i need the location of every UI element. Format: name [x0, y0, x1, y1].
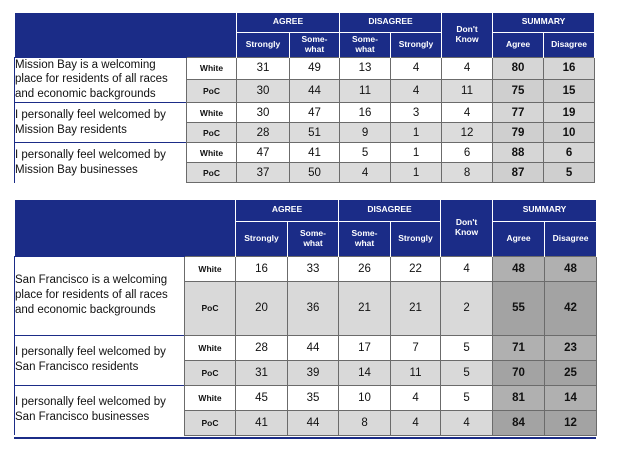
- value-cell: 26: [339, 256, 391, 281]
- value-cell: 1: [391, 123, 442, 143]
- header-blank: [15, 200, 236, 256]
- header-summary-disagree: Disagree: [544, 32, 595, 57]
- summary-disagree-cell: 25: [545, 360, 597, 385]
- value-cell: 31: [236, 360, 288, 385]
- value-cell: 13: [340, 57, 391, 80]
- summary-disagree-cell: 5: [544, 163, 595, 183]
- summary-disagree-cell: 19: [544, 103, 595, 123]
- value-cell: 44: [288, 335, 339, 360]
- summary-agree-cell: 84: [493, 410, 545, 435]
- value-cell: 51: [290, 123, 340, 143]
- value-cell: 11: [442, 80, 493, 103]
- summary-agree-cell: 75: [493, 80, 544, 103]
- table-row: [15, 57, 595, 80]
- group-label: PoC: [185, 360, 236, 385]
- value-cell: 2: [441, 281, 493, 335]
- value-cell: 12: [442, 123, 493, 143]
- summary-agree-cell: 48: [493, 256, 545, 281]
- value-cell: 22: [391, 256, 441, 281]
- header-dont-know: [442, 13, 493, 57]
- summary-disagree-cell: 6: [544, 143, 595, 163]
- header-dont-know: [441, 200, 493, 256]
- value-cell: 9: [340, 123, 391, 143]
- value-cell: 44: [290, 80, 340, 103]
- value-cell: 4: [442, 57, 493, 80]
- summary-disagree-cell: 42: [545, 281, 597, 335]
- group-label: White: [185, 256, 236, 281]
- value-cell: 47: [237, 143, 290, 163]
- summary-disagree-cell: 23: [545, 335, 597, 360]
- summary-agree-cell: 80: [493, 57, 544, 80]
- group-label: PoC: [187, 123, 237, 143]
- value-cell: 28: [237, 123, 290, 143]
- value-cell: 11: [391, 360, 441, 385]
- value-cell: 28: [236, 335, 288, 360]
- value-cell: 5: [340, 143, 391, 163]
- group-label: White: [185, 335, 236, 360]
- value-cell: 4: [391, 80, 442, 103]
- value-cell: 35: [288, 385, 339, 410]
- value-cell: 1: [391, 143, 442, 163]
- group-label: White: [185, 385, 236, 410]
- summary-disagree-cell: 12: [545, 410, 597, 435]
- header-agree: AGREE: [236, 200, 339, 221]
- summary-agree-cell: 88: [493, 143, 544, 163]
- value-cell: 20: [236, 281, 288, 335]
- header-somewhat-disagree: [340, 32, 391, 57]
- value-cell: 5: [441, 385, 493, 410]
- header-strongly-agree: Strongly: [236, 221, 288, 256]
- header-dont-know-label: Don't Know: [455, 23, 479, 44]
- value-cell: 3: [391, 103, 442, 123]
- header-summary: SUMMARY: [493, 13, 595, 32]
- value-cell: 10: [339, 385, 391, 410]
- value-cell: 5: [441, 335, 493, 360]
- header-strongly-agree: Strongly: [237, 32, 290, 57]
- header-disagree: DISAGREE: [339, 200, 441, 221]
- summary-disagree-cell: 14: [545, 385, 597, 410]
- value-cell: 31: [237, 57, 290, 80]
- question-text: Mission Bay is a welcoming place for residents of all races and economic backgrounds: [15, 57, 187, 103]
- bottom-rule: [14, 437, 596, 439]
- table-row: [15, 385, 597, 410]
- value-cell: 11: [340, 80, 391, 103]
- value-cell: 4: [441, 410, 493, 435]
- header-summary: SUMMARY: [493, 200, 597, 221]
- value-cell: 4: [391, 410, 441, 435]
- summary-agree-cell: 87: [493, 163, 544, 183]
- san-francisco-table: [14, 200, 597, 436]
- mission-bay-table: [14, 13, 595, 183]
- value-cell: 4: [391, 385, 441, 410]
- summary-agree-cell: 70: [493, 360, 545, 385]
- value-cell: 37: [237, 163, 290, 183]
- value-cell: 8: [442, 163, 493, 183]
- header-summary-agree: Agree: [493, 221, 545, 256]
- group-label: White: [187, 143, 237, 163]
- header-somewhat-agree-label: Some-what: [301, 33, 328, 54]
- header-somewhat-agree: [290, 32, 340, 57]
- header-somewhat-agree: [288, 221, 339, 256]
- header-somewhat-disagree: [339, 221, 391, 256]
- value-cell: 1: [391, 163, 442, 183]
- table-row: [15, 256, 597, 281]
- header-summary-disagree: Disagree: [545, 221, 597, 256]
- header-somewhat-disagree-label: Some-what: [352, 33, 378, 54]
- value-cell: 41: [236, 410, 288, 435]
- value-cell: 49: [290, 57, 340, 80]
- table-row: [15, 143, 595, 163]
- summary-agree-cell: 81: [493, 385, 545, 410]
- header-somewhat-agree-label: Some-what: [300, 227, 326, 248]
- value-cell: 6: [442, 143, 493, 163]
- group-label: PoC: [185, 410, 236, 435]
- value-cell: 4: [340, 163, 391, 183]
- value-cell: 4: [442, 103, 493, 123]
- group-label: PoC: [185, 281, 236, 335]
- header-somewhat-disagree-label: Some-what: [351, 227, 378, 248]
- value-cell: 47: [290, 103, 340, 123]
- group-label: White: [187, 57, 237, 80]
- question-text: I personally feel welcomed by Mission Bay residents: [15, 103, 187, 143]
- value-cell: 41: [290, 143, 340, 163]
- summary-agree-cell: 55: [493, 281, 545, 335]
- value-cell: 45: [236, 385, 288, 410]
- value-cell: 36: [288, 281, 339, 335]
- value-cell: 16: [236, 256, 288, 281]
- summary-disagree-cell: 16: [544, 57, 595, 80]
- question-text: I personally feel welcomed by San Francisco residents: [15, 335, 185, 385]
- group-label: PoC: [187, 80, 237, 103]
- value-cell: 33: [288, 256, 339, 281]
- question-text: San Francisco is a welcoming place for residents of all races and economic backgrounds: [15, 256, 185, 335]
- summary-disagree-cell: 10: [544, 123, 595, 143]
- value-cell: 8: [339, 410, 391, 435]
- summary-agree-cell: 79: [493, 123, 544, 143]
- value-cell: 50: [290, 163, 340, 183]
- header-summary-agree: Agree: [493, 32, 544, 57]
- summary-disagree-cell: 15: [544, 80, 595, 103]
- group-label: PoC: [187, 163, 237, 183]
- value-cell: 17: [339, 335, 391, 360]
- value-cell: 39: [288, 360, 339, 385]
- header-disagree: DISAGREE: [340, 13, 442, 32]
- value-cell: 30: [237, 80, 290, 103]
- table-row: [15, 335, 597, 360]
- value-cell: 14: [339, 360, 391, 385]
- question-text: I personally feel welcomed by Mission Bay businesses: [15, 143, 187, 183]
- value-cell: 5: [441, 360, 493, 385]
- value-cell: 16: [340, 103, 391, 123]
- header-strongly-disagree: Strongly: [391, 221, 441, 256]
- value-cell: 30: [237, 103, 290, 123]
- summary-disagree-cell: 48: [545, 256, 597, 281]
- value-cell: 21: [391, 281, 441, 335]
- value-cell: 4: [441, 256, 493, 281]
- value-cell: 44: [288, 410, 339, 435]
- value-cell: 21: [339, 281, 391, 335]
- group-label: White: [187, 103, 237, 123]
- header-strongly-disagree: Strongly: [391, 32, 442, 57]
- table-row: [15, 103, 595, 123]
- value-cell: 4: [391, 57, 442, 80]
- summary-agree-cell: 77: [493, 103, 544, 123]
- value-cell: 7: [391, 335, 441, 360]
- question-text: I personally feel welcomed by San Francisco businesses: [15, 385, 185, 435]
- header-agree: AGREE: [237, 13, 340, 32]
- header-dont-know-label: Don't Know: [454, 216, 479, 237]
- header-blank: [15, 13, 237, 57]
- summary-agree-cell: 71: [493, 335, 545, 360]
